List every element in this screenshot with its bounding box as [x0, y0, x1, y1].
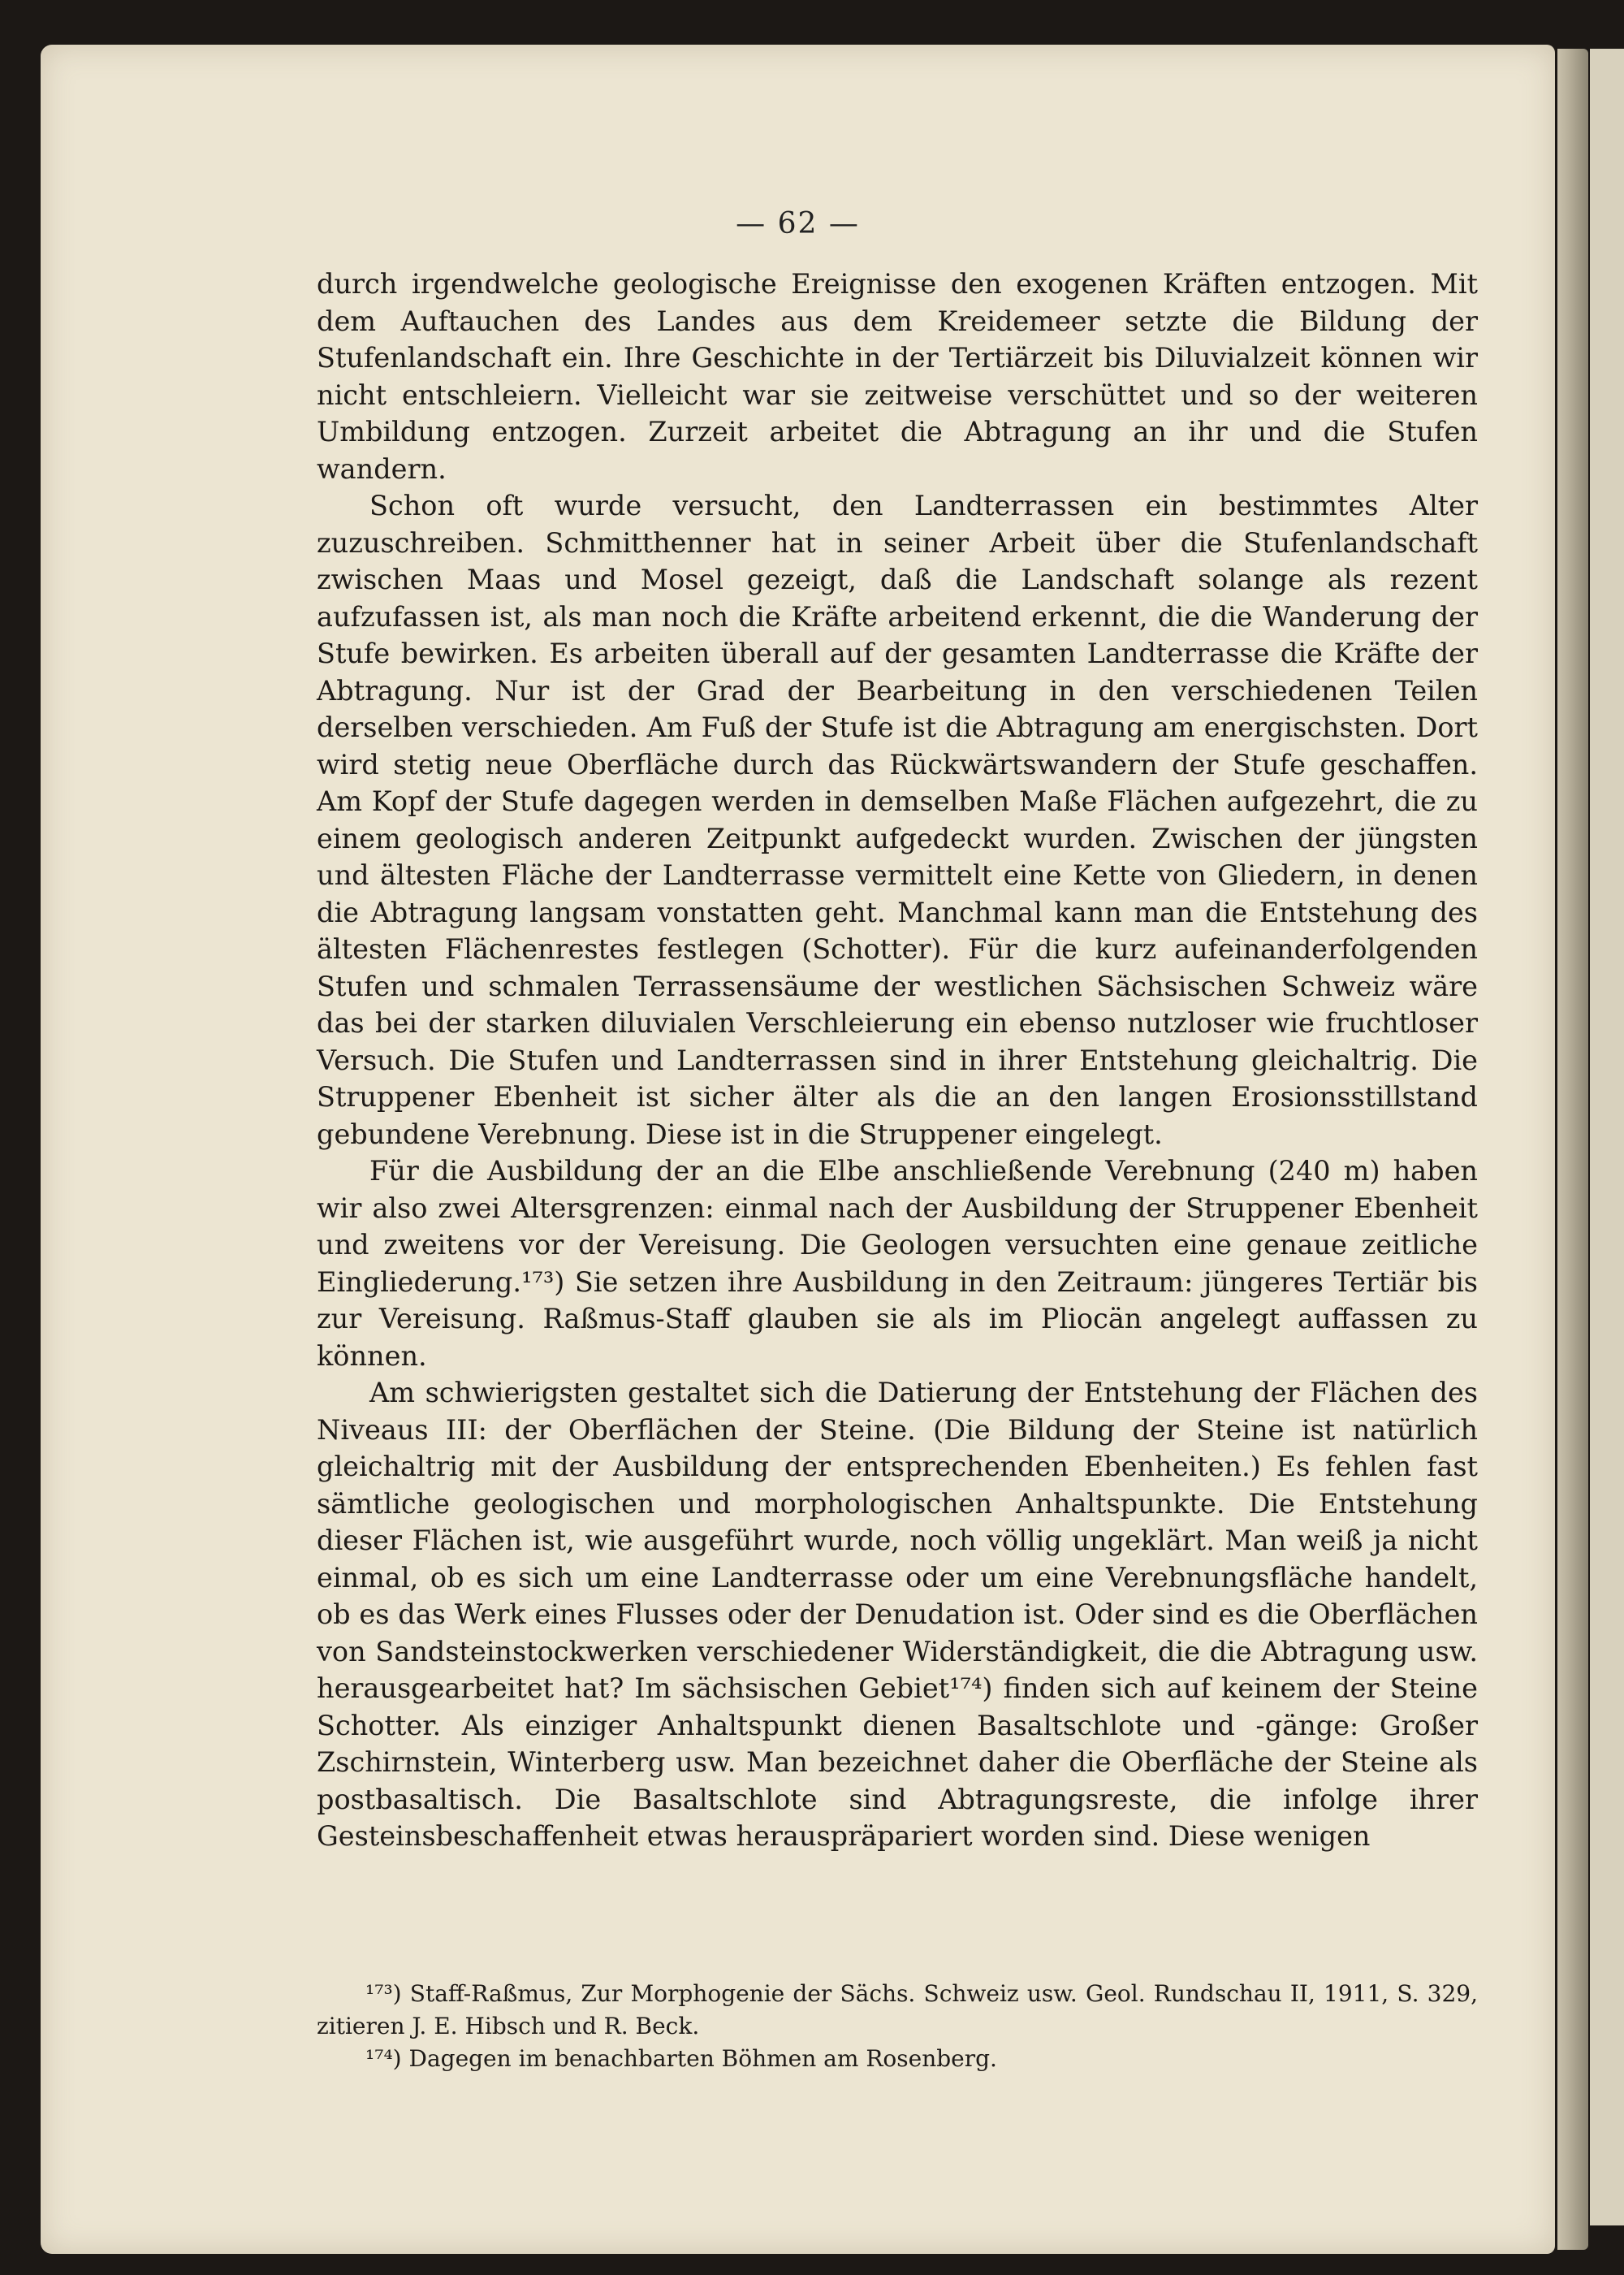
- paragraph-continuation: durch irgendwelche geologische Ereignisse den exogenen Kräften entzogen. Mit dem Auftauchen des Landes aus dem Kreidemeer setzte die Bildung der Stufenlandschaft ein. Ihre Geschichte in der Tertiärzeit bis Diluvialzeit können wir nicht entschleiern. Vielleicht war sie zeitweise verschüttet und so der weiteren Umbildung entzogen. Zurzeit arbeitet die Abtragung an ihr und die Stufen wandern.: [317, 268, 1478, 485]
- footnotes: [317, 1978, 1478, 2075]
- paragraph-age-of-landterraces: Schon oft wurde versucht, den Landterrassen ein bestimmtes Alter zuzuschreiben. Schmitthenner hat in seiner Arbeit über die Stufenlandschaft zwischen Maas und Mosel gezeigt, daß die Landschaft solange als rezent aufzufassen ist, als man noch die Kräfte arbeitend erkennt, die die Wanderung der Stufe bewirken. Es arbeiten überall auf der gesamten Landterrasse die Kräfte der Abtragung. Nur ist der Grad der Bearbeitung in den verschiedenen Teilen derselben verschieden. Am Fuß der Stufe ist die Abtragung am energischsten. Dort wird stetig neue Oberfläche durch das Rückwärtswandern der Stufe geschaffen. Am Kopf der Stufe dagegen werden in demselben Maße Flächen aufgezehrt, die zu einem geologisch anderen Zeitpunkt aufgedeckt wurden. Zwischen der jüngsten und ältesten Fläche der Landterrasse vermittelt eine Kette von Gliedern, in denen die Abtragung langsam vonstatten geht. Manchmal kann man die Entstehung des ältesten Flächenrestes festlegen (Schotter). Für die kurz aufeinanderfolgenden Stufen und schmalen Terrassensäume der westlichen Sächsischen Schweiz wäre das bei der starken diluvialen Verschleierung ein ebenso nutzloser wie fruchtloser Versuch. Die Stufen und Landterrassen sind in ihrer Entstehung gleichaltrig. Die Struppener Ebenheit ist sicher älter als die an den langen Erosionsstillstand gebundene Verebnung. Diese ist in die Struppener eingelegt.: [317, 490, 1478, 1150]
- book-page: [41, 45, 1555, 2254]
- page-edge: [1557, 49, 1588, 2250]
- footnote-174: ¹⁷⁴) Dagegen im benachbarten Böhmen am Rosenberg.: [365, 2045, 997, 2072]
- paragraph-age-limits: Für die Ausbildung der an die Elbe anschließende Verebnung (240 m) haben wir also zwei Altersgrenzen: einmal nach der Ausbildung der Struppener Ebenheit und zweitens vor der Vereisung. Die Geologen versuchten eine genaue zeitliche Eingliederung.¹⁷³) Sie setzen ihre Ausbildung in den Zeitraum: jüngeres Tertiär bis zur Vereisung. Raßmus-Staff glauben sie als im Pliocän angelegt auffassen zu können.: [317, 1155, 1478, 1372]
- footnote-173: ¹⁷³) Staff-Raßmus, Zur Morphogenie der Sächs. Schweiz usw. Geol. Rundschau II, 1911, S. 329, zitieren J. E. Hibsch und R. Beck.: [317, 1980, 1478, 2039]
- paragraph-dating-level-three: Am schwierigsten gestaltet sich die Datierung der Entstehung der Flächen des Niveaus III: der Oberflächen der Steine. (Die Bildung der Steine ist natürlich gleichaltrig mit der Ausbildung der entsprechenden Ebenheiten.) Es fehlen fast sämtliche geologischen und morphologischen Anhaltspunkte. Die Entstehung dieser Flächen ist, wie ausgeführt wurde, noch völlig ungeklärt. Man weiß ja nicht einmal, ob es sich um eine Landterrasse oder um eine Verebnungsfläche handelt, ob es das Werk eines Flusses oder der Denudation ist. Oder sind es die Oberflächen von Sandsteinstockwerken verschiedener Widerständigkeit, die die Abtragung usw. herausgearbeitet hat? Im sächsischen Gebiet¹⁷⁴) finden sich auf keinem der Steine Schotter. Als einziger Anhaltspunkt dienen Basaltschlote und -gänge: Großer Zschirnstein, Winterberg usw. Man bezeichnet daher die Oberfläche der Steine als postbasaltisch. Die Basaltschlote sind Abtragungsreste, die infolge ihrer Gesteinsbeschaffenheit etwas herauspräpariert worden sind. Diese wenigen: [317, 1377, 1478, 1852]
- page-number: — 62 —: [736, 207, 860, 240]
- adjacent-page-strip: [1590, 49, 1624, 2225]
- body-text: [317, 266, 1478, 1855]
